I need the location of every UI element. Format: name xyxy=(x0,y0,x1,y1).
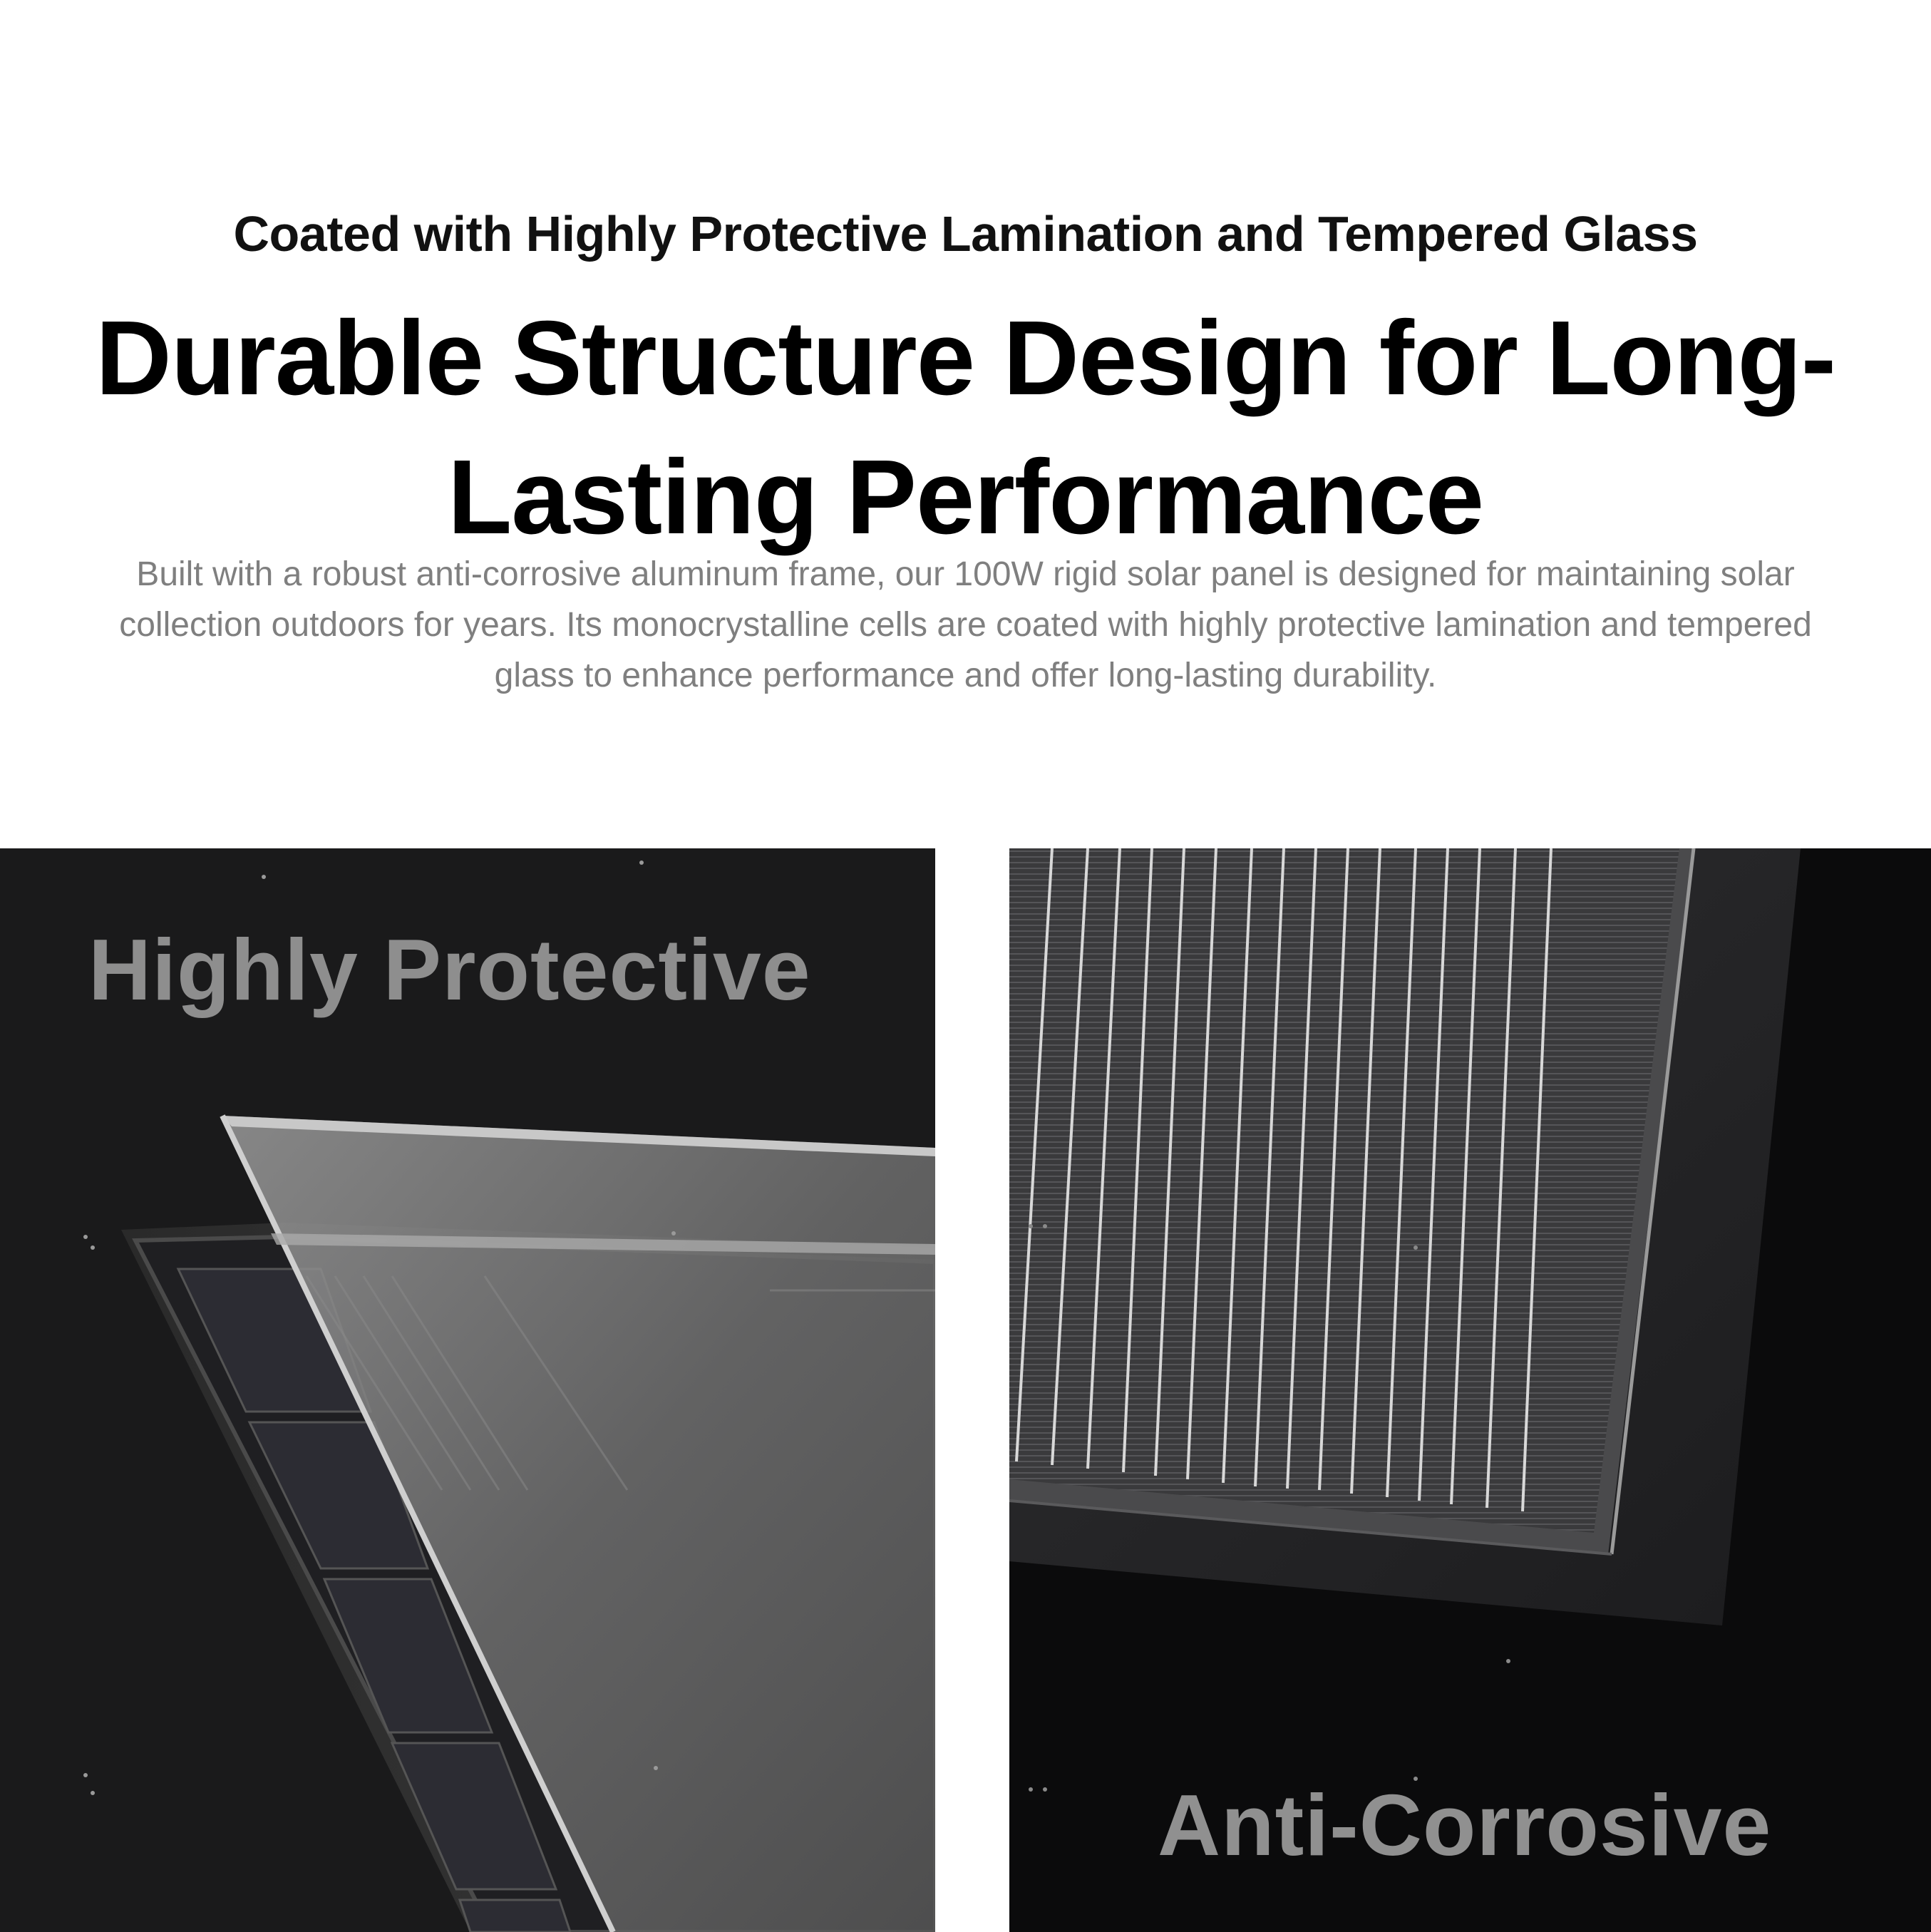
solar-panel-frame-illustration xyxy=(1009,848,1931,1932)
page-title: Durable Structure Design for Long-Lasting Performance xyxy=(95,299,1836,556)
highly-protective-image-panel xyxy=(0,848,935,1932)
section-description: Built with a robust anti-corrosive aluminum frame, our 100W rigid solar panel is designed for maintaining solar collection outdoors for years. Its monocrystalline cells are coated with highly protective lamination and tempered glass to enhance performance and offer long-lasting durability. xyxy=(119,555,1812,694)
anti-corrosive-label: Anti-Corrosive xyxy=(1158,1777,1772,1874)
header-section xyxy=(0,0,1931,848)
highly-protective-label: Highly Protective xyxy=(88,921,811,1018)
section-subtitle: Coated with Highly Protective Lamination and Tempered Glass xyxy=(233,206,1698,262)
anti-corrosive-image-panel xyxy=(1009,848,1931,1932)
